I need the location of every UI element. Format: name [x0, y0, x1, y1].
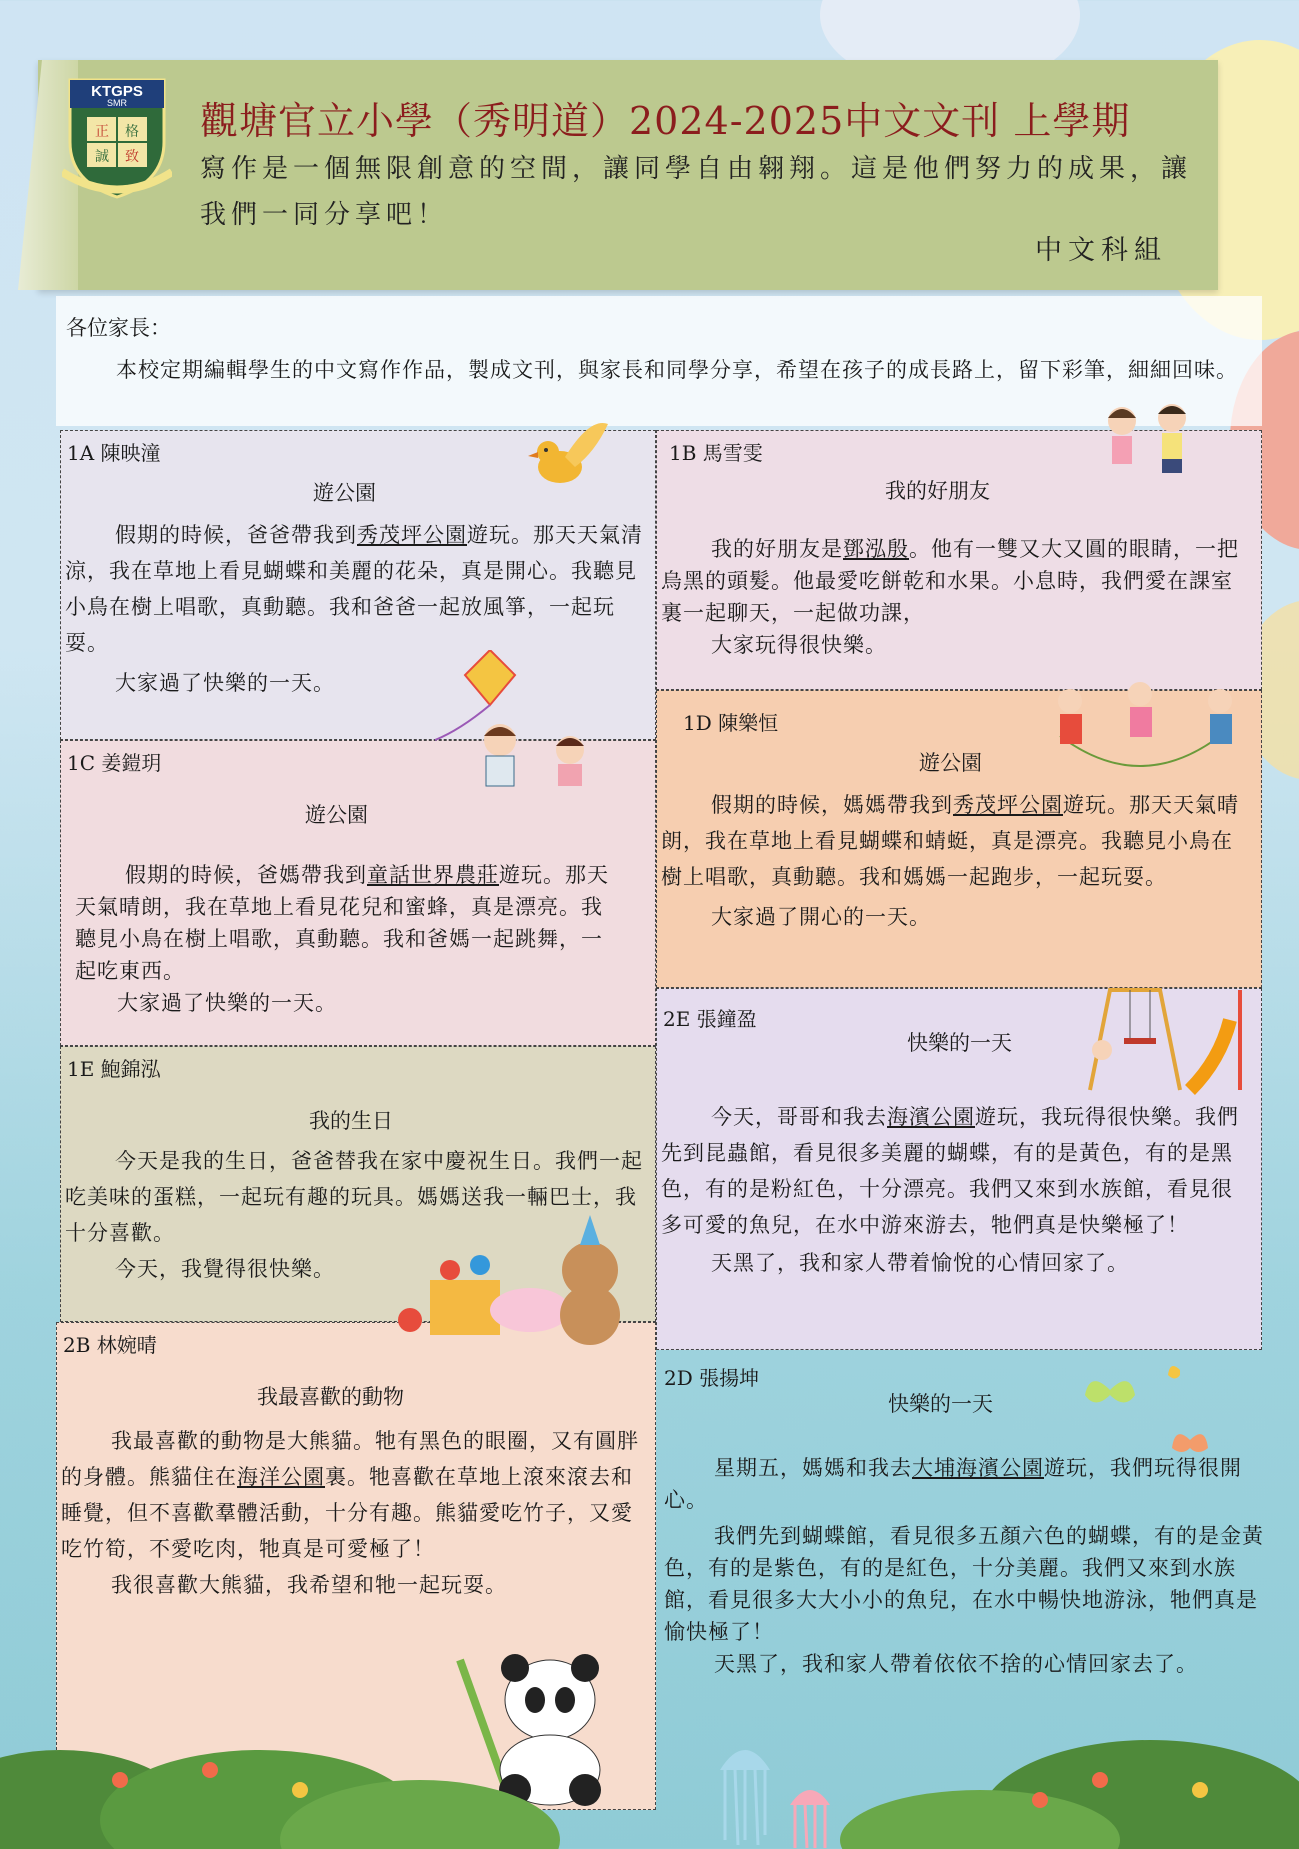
logo-text: KTGPS: [91, 83, 143, 100]
playground-illustration: [1080, 980, 1260, 1100]
school-logo: [62, 72, 172, 202]
intro-box: [56, 296, 1262, 426]
text: 假期的時候，媽媽帶我到: [711, 793, 953, 817]
text: 星期五，媽媽和我去: [714, 1456, 912, 1480]
place-name: 秀茂坪公園: [953, 793, 1063, 817]
place-name: 海濱公園: [887, 1105, 975, 1129]
logo-char: 正: [95, 124, 109, 140]
place-name: 秀茂坪公園: [357, 523, 467, 547]
text: 我們先到蝴蝶館，看見很多五顏六色的蝴蝶，有的是金黃色，有的是紫色，有的是紅色，十分美麗。我們又來到水族館，看見很多大大小小的魚兒，在水中暢快地游泳，牠們真是愉快極了！: [664, 1524, 1264, 1644]
text: 我最喜歡的動物是大熊貓。牠有黑色的眼圈，又有圓胖的身體。熊貓住在: [61, 1429, 639, 1489]
page-title: 觀塘官立小學（秀明道）2024-2025中文文刊 上學期: [200, 99, 1131, 143]
place-name: 童話世界農莊: [367, 863, 499, 887]
place-name: 海洋公園: [237, 1465, 325, 1489]
butterflies-illustration: [1080, 1360, 1210, 1470]
bushes-foreground: [0, 1680, 1299, 1849]
text: 遊玩。那天天氣晴朗，我在草地上看見蝴蝶和蜻蜓，真是漂亮。我聽見小鳥在樹上唱歌，真動聽。我和媽媽一起跑步，一起玩耍。: [661, 793, 1239, 889]
logo-char: 格: [125, 124, 139, 140]
intro-body: 本校定期編輯學生的中文寫作作品，製成文刊，與家長和同學分享，希望在孩子的成長路上，留下彩筆，細細回味。: [116, 358, 1238, 382]
essay-title: 我的生日: [309, 1109, 393, 1133]
text: 遊玩，我玩得很快樂。我們先到昆蟲館，看見很多美麗的蝴蝶，有的是黃色，有的是黑色，有的是粉紅色，十分漂亮。我們又來到水族館，看見很多可愛的魚兒，在水中游來游去，牠們真是快樂極了！: [661, 1105, 1239, 1237]
student-name: 1D 陳樂恒: [683, 711, 779, 735]
student-name: 1B 馬雪雯: [669, 441, 763, 465]
text: 遊玩。那天天氣清涼，我在草地上看見蝴蝶和美麗的花朵，真是開心。我聽見小鳥在樹上唱歌，真動聽。我和爸爸一起放風箏，一起玩耍。: [65, 523, 643, 655]
text: 假期的時候，爸媽帶我到: [125, 863, 367, 887]
text: 裏。牠喜歡在草地上滾來滾去和睡覺，但不喜歡羣體活動，十分有趣。熊貓愛吃竹子，又愛吃竹筍，不愛吃肉，牠真是可愛極了！: [61, 1465, 633, 1561]
essay-title: 我最喜歡的動物: [257, 1385, 404, 1409]
essay-title: 遊公園: [305, 803, 368, 827]
friend-name: 鄧泓殷: [843, 537, 909, 561]
essay-body: [661, 1099, 1253, 1281]
text: 。他有一雙又大又圓的眼睛，一把烏黑的頭髮。他最愛吃餅乾和水果。小息時，我們愛在課室裏一起聊天，一起做功課，: [661, 537, 1239, 625]
student-name: 2E 張鐘盈: [663, 1007, 757, 1031]
signoff: 中文科組: [1035, 235, 1167, 266]
student-name: 2B 林婉晴: [63, 1333, 157, 1357]
essay-title: 快樂的一天: [888, 1392, 993, 1416]
intro-greeting: 各位家長：: [66, 316, 171, 340]
student-name: 1A 陳映潼: [67, 441, 161, 465]
logo-char: 致: [125, 149, 139, 165]
logo-char: 誠: [95, 149, 109, 165]
text: 大家玩得很快樂。: [711, 633, 887, 657]
essay-title: 遊公園: [919, 751, 982, 775]
text: 我很喜歡大熊貓，我希望和牠一起玩耍。: [111, 1573, 507, 1597]
essay-body: [75, 859, 615, 1019]
essay-title: 遊公園: [313, 481, 376, 505]
kite-kids-illustration: [420, 650, 620, 820]
student-name: 2D 張揚坤: [664, 1366, 760, 1390]
essay-body: [661, 533, 1251, 661]
text: 天黑了，我和家人帶着依依不捨的心情回家去了。: [714, 1652, 1198, 1676]
text: 大家過了開心的一天。: [711, 905, 931, 929]
jump-rope-kids-illustration: [1040, 676, 1250, 786]
essay-body: [664, 1452, 1268, 1680]
essay-body: [661, 787, 1253, 935]
essay-body: [61, 1423, 649, 1603]
text: 今天，我覺得很快樂。: [115, 1257, 335, 1281]
student-name: 1E 鮑錦泓: [67, 1057, 161, 1081]
text: 我的好朋友是: [711, 537, 843, 561]
student-name: 1C 姜鎧玥: [67, 751, 162, 775]
text: 假期的時候，爸爸帶我到: [115, 523, 357, 547]
birthday-illustration: [390, 1210, 640, 1350]
kids-illustration: [1090, 396, 1210, 496]
logo-subtext: SMR: [107, 98, 127, 108]
essay-title: 我的好朋友: [885, 479, 990, 503]
text: 遊玩，我們玩得很開心。: [664, 1456, 1242, 1512]
text: 今天，哥哥和我去: [711, 1105, 887, 1129]
place-name: 大埔海濱公園: [912, 1456, 1044, 1480]
text: 大家過了快樂的一天。: [115, 671, 335, 695]
text: 天黑了，我和家人帶着愉悅的心情回家了。: [711, 1251, 1129, 1275]
page-subtitle: 寫作是一個無限創意的空間，讓同學自由翱翔。這是他們努力的成果，讓我們一同分享吧！: [200, 154, 1193, 230]
essay-title: 快樂的一天: [907, 1031, 1012, 1055]
text: 大家過了快樂的一天。: [117, 991, 337, 1015]
bird-illustration: [520, 412, 610, 502]
text: 今天是我的生日，爸爸替我在家中慶祝生日。我們一起吃美味的蛋糕，一起玩有趣的玩具。媽媽送我一輛巴士，我十分喜歡。: [65, 1149, 643, 1245]
text: 遊玩。那天天氣晴朗，我在草地上看見花兒和蜜蜂，真是漂亮。我聽見小鳥在樹上唱歌，真動聽。我和爸媽一起跳舞，一起吃東西。: [75, 863, 609, 983]
